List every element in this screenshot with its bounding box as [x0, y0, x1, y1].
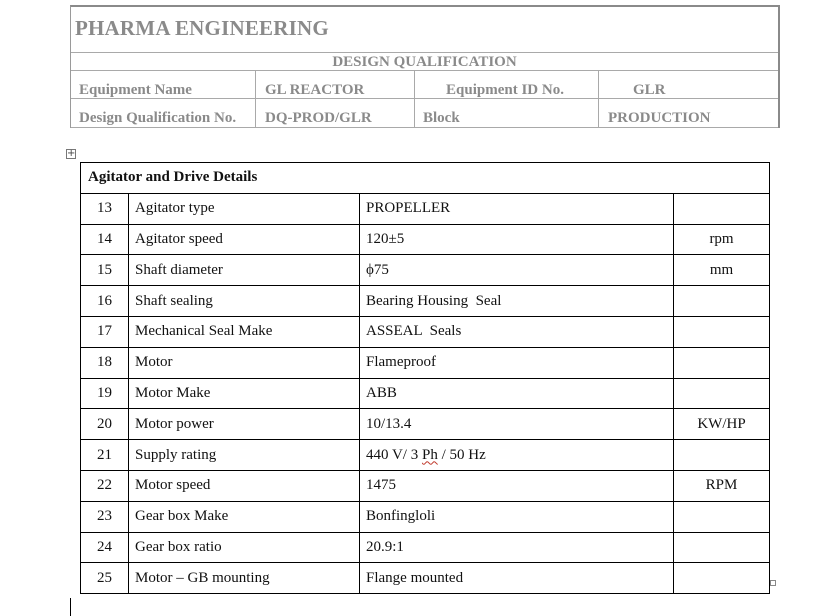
value-cell: ϕ75	[360, 255, 674, 286]
parameter-cell: Motor speed	[129, 470, 360, 501]
table-row	[81, 532, 770, 563]
parameter-cell: Gear box ratio	[129, 532, 360, 563]
parameter-cell: Motor power	[129, 409, 360, 440]
parameter-cell: Motor – GB mounting	[129, 563, 360, 594]
row-number: 19	[81, 378, 129, 409]
row-number: 16	[81, 286, 129, 317]
equipment-name-label: Equipment Name	[79, 82, 192, 98]
table-row	[81, 255, 770, 286]
table-row	[81, 470, 770, 501]
header-divider	[71, 52, 778, 53]
table-row	[81, 501, 770, 532]
unit-cell	[674, 563, 770, 594]
row-number: 17	[81, 316, 129, 347]
unit-cell	[674, 378, 770, 409]
value-cell	[360, 440, 674, 471]
parameter-cell: Agitator speed	[129, 224, 360, 255]
parameter-cell: Motor Make	[129, 378, 360, 409]
equipment-id-value: GLR	[633, 82, 666, 98]
value-cell: Flange mounted	[360, 563, 674, 594]
table-row	[81, 286, 770, 317]
table-row	[81, 378, 770, 409]
page-margin-line	[70, 598, 71, 616]
table-section-row	[81, 163, 770, 194]
header-divider	[71, 127, 778, 128]
spellcheck-underlined-word: Ph	[421, 446, 438, 463]
row-number: 13	[81, 193, 129, 224]
parameter-cell: Shaft sealing	[129, 286, 360, 317]
equipment-id-label: Equipment ID No.	[446, 82, 564, 98]
unit-cell	[674, 532, 770, 563]
parameter-cell: Agitator type	[129, 193, 360, 224]
dq-number-label: Design Qualification No.	[79, 110, 237, 126]
unit-cell	[674, 501, 770, 532]
unit-cell: RPM	[674, 470, 770, 501]
unit-cell	[674, 286, 770, 317]
agitator-drive-details-table	[80, 162, 770, 594]
table-row	[81, 563, 770, 594]
row-number: 15	[81, 255, 129, 286]
block-label: Block	[423, 110, 460, 126]
header-divider	[71, 70, 778, 71]
value-cell: Bearing Housing Seal	[360, 286, 674, 317]
table-row	[81, 193, 770, 224]
table-move-handle-icon[interactable]: +	[67, 148, 76, 159]
table-resize-handle[interactable]	[770, 580, 776, 586]
parameter-cell: Gear box Make	[129, 501, 360, 532]
unit-cell	[674, 440, 770, 471]
unit-cell: rpm	[674, 224, 770, 255]
table-row	[81, 409, 770, 440]
parameter-cell: Shaft diameter	[129, 255, 360, 286]
parameter-cell: Mechanical Seal Make	[129, 316, 360, 347]
value-cell: ASSEAL Seals	[360, 316, 674, 347]
unit-cell	[674, 193, 770, 224]
unit-cell	[674, 316, 770, 347]
unit-cell: mm	[674, 255, 770, 286]
value-cell: 10/13.4	[360, 409, 674, 440]
document-title: DESIGN QUALIFICATION	[332, 54, 517, 70]
dq-number-value: DQ-PROD/GLR	[265, 110, 372, 126]
table-row	[81, 440, 770, 471]
row-number: 24	[81, 532, 129, 563]
value-cell: 120±5	[360, 224, 674, 255]
unit-cell	[674, 347, 770, 378]
value-cell: PROPELLER	[360, 193, 674, 224]
row-number: 22	[81, 470, 129, 501]
row-number: 21	[81, 440, 129, 471]
company-name: PHARMA ENGINEERING	[75, 16, 329, 40]
table-row	[81, 316, 770, 347]
row-number: 20	[81, 409, 129, 440]
row-number: 14	[81, 224, 129, 255]
document-header	[70, 5, 780, 128]
row-number: 25	[81, 563, 129, 594]
value-cell: ABB	[360, 378, 674, 409]
parameter-cell: Supply rating	[129, 440, 360, 471]
value-cell: 20.9:1	[360, 532, 674, 563]
row-number: 23	[81, 501, 129, 532]
equipment-name-value: GL REACTOR	[265, 82, 365, 98]
parameter-cell: Motor	[129, 347, 360, 378]
header-column-divider	[598, 70, 599, 127]
supply-rating-part: 440 V/ 3	[366, 446, 422, 463]
table-row	[81, 224, 770, 255]
value-cell: Flameproof	[360, 347, 674, 378]
section-title: Agitator and Drive Details	[81, 163, 770, 194]
table-row	[81, 347, 770, 378]
header-column-divider	[255, 70, 256, 127]
supply-rating-part: / 50 Hz	[437, 446, 486, 463]
header-column-divider	[414, 70, 415, 127]
row-number: 18	[81, 347, 129, 378]
unit-cell: KW/HP	[674, 409, 770, 440]
value-cell: 1475	[360, 470, 674, 501]
value-cell: Bonfingloli	[360, 501, 674, 532]
block-value: PRODUCTION	[608, 110, 711, 126]
